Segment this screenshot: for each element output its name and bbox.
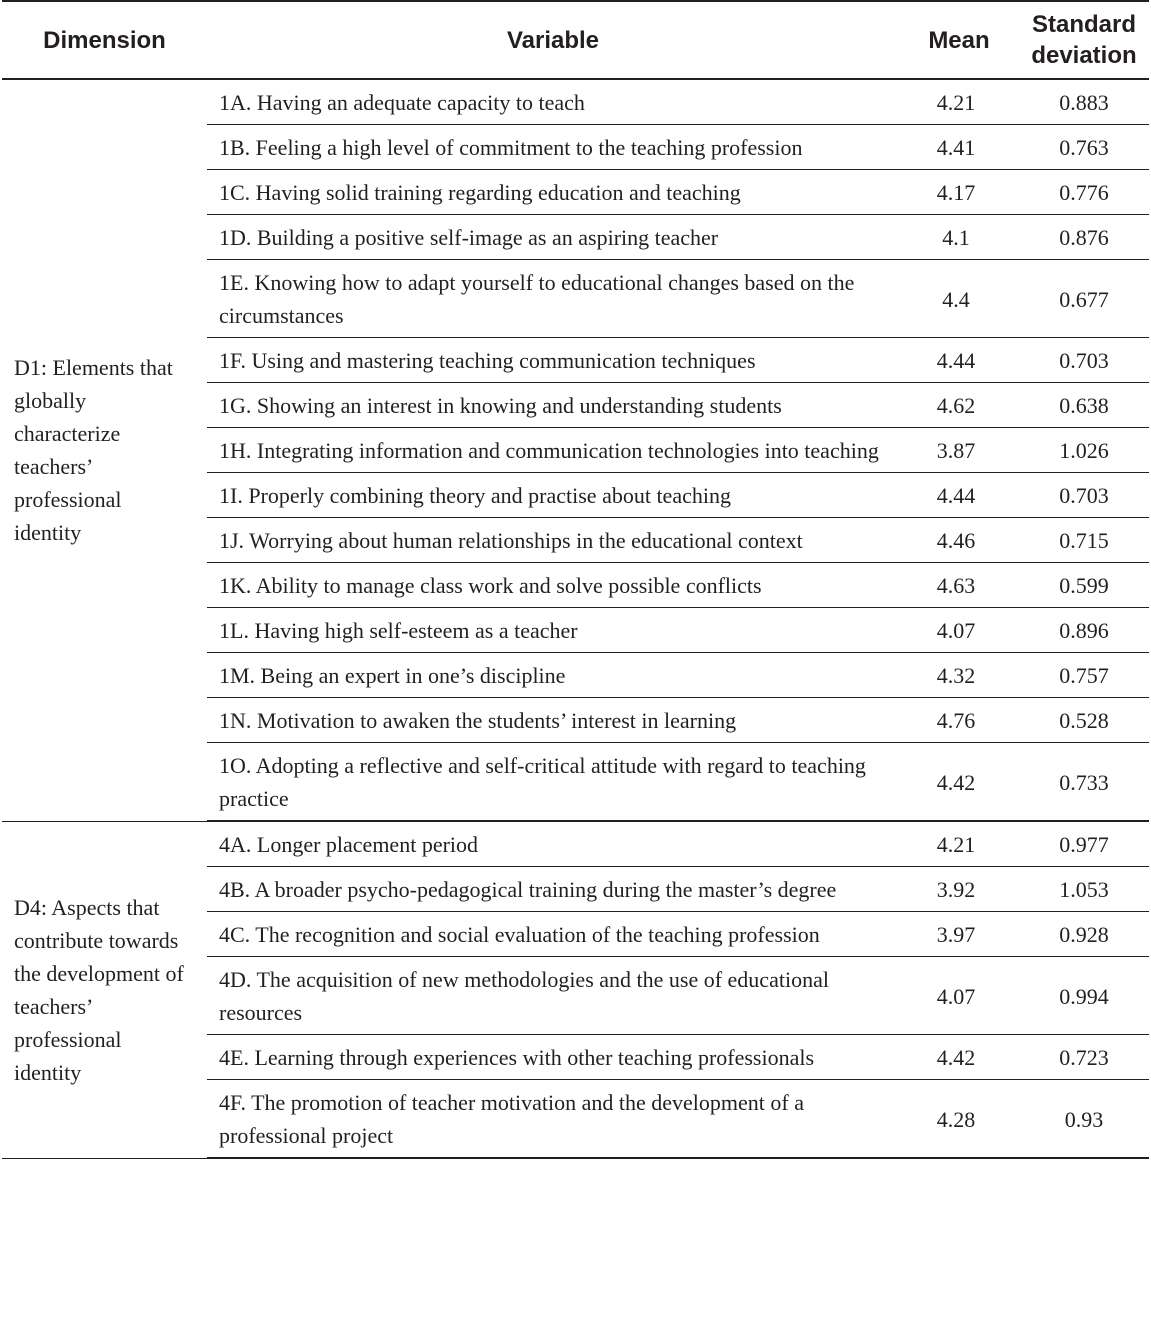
variable-cell: 4E. Learning through experiences with other teaching professionals	[207, 1035, 899, 1080]
variable-cell: 1F. Using and mastering teaching communication techniques	[207, 338, 899, 383]
variable-cell: 1O. Adopting a reflective and self-critical attitude with regard to teaching practice	[207, 743, 899, 822]
sd-cell: 0.733	[1019, 743, 1149, 822]
mean-cell: 4.44	[899, 338, 1019, 383]
mean-cell: 4.76	[899, 698, 1019, 743]
mean-cell: 4.21	[899, 79, 1019, 125]
mean-cell: 4.46	[899, 518, 1019, 563]
sd-cell: 0.757	[1019, 653, 1149, 698]
sd-cell: 0.896	[1019, 608, 1149, 653]
variable-cell: 4B. A broader psycho-pedagogical training during the master’s degree	[207, 867, 899, 912]
dimension-label: D4: Aspects that contribute towards the development of teachers’ professional identity	[14, 894, 184, 1085]
table-row	[2, 79, 1149, 125]
sd-cell: 0.994	[1019, 957, 1149, 1035]
mean-cell: 4.62	[899, 383, 1019, 428]
mean-cell: 4.1	[899, 215, 1019, 260]
mean-cell: 4.17	[899, 170, 1019, 215]
sd-cell: 0.677	[1019, 260, 1149, 338]
variable-cell: 4C. The recognition and social evaluation of the teaching profession	[207, 912, 899, 957]
table-row	[2, 821, 1149, 867]
mean-cell: 4.63	[899, 563, 1019, 608]
mean-cell: 4.4	[899, 260, 1019, 338]
sd-cell: 0.763	[1019, 125, 1149, 170]
dimension-label: D1: Elements that globally characterize teachers’ professional identity	[14, 355, 173, 546]
variable-cell: 1C. Having solid training regarding education and teaching	[207, 170, 899, 215]
variable-cell: 4A. Longer placement period	[207, 821, 899, 867]
sd-cell: 1.026	[1019, 428, 1149, 473]
mean-cell: 4.21	[899, 821, 1019, 867]
sd-cell: 0.715	[1019, 518, 1149, 563]
mean-cell: 4.07	[899, 957, 1019, 1035]
mean-cell: 4.42	[899, 1035, 1019, 1080]
mean-cell: 3.87	[899, 428, 1019, 473]
variable-cell: 1B. Feeling a high level of commitment to the teaching profession	[207, 125, 899, 170]
sd-cell: 0.883	[1019, 79, 1149, 125]
results-table	[2, 0, 1149, 1159]
variable-cell: 1I. Properly combining theory and practise about teaching	[207, 473, 899, 518]
variable-cell: 1L. Having high self-esteem as a teacher	[207, 608, 899, 653]
mean-cell: 4.32	[899, 653, 1019, 698]
sd-cell: 1.053	[1019, 867, 1149, 912]
mean-cell: 4.07	[899, 608, 1019, 653]
header-dimension: Dimension	[2, 1, 207, 79]
variable-cell: 1E. Knowing how to adapt yourself to educational changes based on the circumstances	[207, 260, 899, 338]
variable-cell: 1G. Showing an interest in knowing and understanding students	[207, 383, 899, 428]
variable-cell: 1A. Having an adequate capacity to teach	[207, 79, 899, 125]
variable-cell: 1J. Worrying about human relationships in the educational context	[207, 518, 899, 563]
mean-cell: 3.97	[899, 912, 1019, 957]
dimension-cell	[2, 821, 207, 1158]
variable-cell: 1H. Integrating information and communication technologies into teaching	[207, 428, 899, 473]
mean-cell: 4.44	[899, 473, 1019, 518]
variable-cell: 4F. The promotion of teacher motivation and the development of a professional project	[207, 1080, 899, 1159]
sd-cell: 0.93	[1019, 1080, 1149, 1159]
variable-cell: 4D. The acquisition of new methodologies and the use of educational resources	[207, 957, 899, 1035]
sd-cell: 0.977	[1019, 821, 1149, 867]
sd-cell: 0.703	[1019, 473, 1149, 518]
variable-cell: 1K. Ability to manage class work and solve possible conflicts	[207, 563, 899, 608]
header-standard-deviation: Standard deviation	[1019, 1, 1149, 79]
sd-cell: 0.723	[1019, 1035, 1149, 1080]
header-row	[2, 1, 1149, 79]
sd-cell: 0.876	[1019, 215, 1149, 260]
sd-cell: 0.928	[1019, 912, 1149, 957]
variable-cell: 1D. Building a positive self-image as an aspiring teacher	[207, 215, 899, 260]
sd-cell: 0.599	[1019, 563, 1149, 608]
header-mean: Mean	[899, 1, 1019, 79]
dimension-cell	[2, 79, 207, 821]
mean-cell: 4.42	[899, 743, 1019, 822]
mean-cell: 4.28	[899, 1080, 1019, 1159]
sd-cell: 0.776	[1019, 170, 1149, 215]
mean-cell: 4.41	[899, 125, 1019, 170]
table-body	[2, 79, 1149, 1158]
sd-cell: 0.638	[1019, 383, 1149, 428]
variable-cell: 1M. Being an expert in one’s discipline	[207, 653, 899, 698]
mean-cell: 3.92	[899, 867, 1019, 912]
sd-cell: 0.528	[1019, 698, 1149, 743]
sd-cell: 0.703	[1019, 338, 1149, 383]
variable-cell: 1N. Motivation to awaken the students’ interest in learning	[207, 698, 899, 743]
header-variable: Variable	[207, 1, 899, 79]
